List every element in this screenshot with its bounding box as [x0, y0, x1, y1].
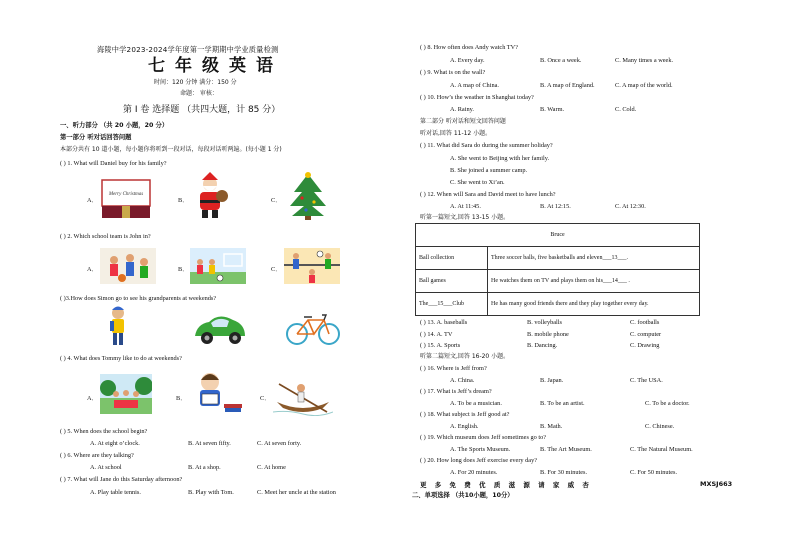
table-title: Bruce: [416, 224, 700, 247]
q15-opt-b: B. Dancing.: [527, 342, 558, 349]
question-13: ( ) 13. A. baseballs: [420, 319, 468, 326]
question-17: ( ) 17. What is Jeff’s dream?: [420, 388, 492, 395]
question-14: ( ) 14. A. TV: [420, 331, 453, 338]
q18-opt-b: B. Math.: [540, 423, 563, 430]
q8-opt-a: A. Every day.: [450, 57, 485, 64]
footer-code: MXSJ663: [700, 480, 733, 488]
question-19: ( ) 19. Which museum does Jeff sometimes go to?: [420, 434, 547, 441]
picnic-image: [100, 374, 152, 414]
q5-opt-a: A. At eight o’clock.: [90, 440, 140, 447]
q7-opt-b: B. Play with Tom.: [188, 489, 234, 496]
table-cell-value: He has many good friends there and they play together every day.: [488, 293, 700, 316]
q7-opt-a: A. Play table tennis.: [90, 489, 141, 496]
bicycle-image: [284, 310, 342, 346]
question-10: ( ) 10. How’s the weather in Shanghai today?: [420, 94, 534, 101]
q2-opt-a: A．: [87, 266, 98, 273]
passage1-instr: 听第一篇短文,回答 13-15 小题。: [420, 214, 510, 221]
question-12: ( ) 12. When will Sara and David meet to have lunch?: [420, 191, 556, 198]
table-row: [416, 293, 700, 316]
q14-opt-b: B. mobile phone: [527, 331, 569, 338]
q11-opt-c: C. She went to Xi’an.: [450, 179, 505, 186]
q9-opt-c: C. A map of the world.: [615, 82, 673, 89]
question-8: ( ) 8. How often does Andy watch TV?: [420, 44, 518, 51]
q2-opt-b: B．: [178, 266, 189, 273]
reading-boy-image: [188, 370, 244, 416]
table-cell-value: He watches them on TV and plays them on his___14___ .: [488, 270, 700, 293]
question-3: ( )3.How does Simon go to see his grandparents at weekends?: [60, 295, 217, 302]
question-6: ( ) 6. Where are they talking?: [60, 452, 134, 459]
q11-opt-a: A. She went to Beijing with her family.: [450, 155, 550, 162]
school-title: 海陵中学2023-2024学年度第一学期期中学业质量检测: [97, 45, 279, 54]
football-team-image: [190, 248, 246, 284]
q20-opt-b: B. For 30 minutes.: [540, 469, 588, 476]
q16-opt-c: C. The USA.: [630, 377, 663, 384]
table-row: [416, 247, 700, 270]
q1-opt-b: B．: [178, 197, 189, 204]
question-20: ( ) 20. How long does Jeff exercise every day?: [420, 457, 538, 464]
q1-opt-a: A．: [87, 197, 98, 204]
q12-opt-a: A. At 11:45.: [450, 203, 481, 210]
q15-opt-c: C. Drawing: [630, 342, 660, 349]
q11-opt-b: B. She joined a summer camp.: [450, 167, 528, 174]
q20-opt-a: A. For 20 minutes.: [450, 469, 498, 476]
q9-opt-b: B. A map of England.: [540, 82, 595, 89]
q10-opt-b: B. Warm.: [540, 106, 565, 113]
question-7: ( ) 7. What will Jane do this Saturday afternoon?: [60, 476, 183, 483]
subject-title: 七年级英语: [148, 56, 283, 76]
q2-opt-c: C．: [271, 266, 282, 273]
christmas-card-image: [100, 178, 152, 220]
q10-opt-a: A. Rainy.: [450, 106, 474, 113]
q7-opt-c: C. Meet her uncle at the station: [257, 489, 336, 496]
q9-opt-a: A. A map of China.: [450, 82, 499, 89]
question-11: ( ) 11. What did Sara do during the summer holiday?: [420, 142, 553, 149]
section1a-title: 第一部分 听对话回答问题: [60, 134, 132, 141]
table-cell-key: Ball games: [416, 270, 488, 293]
q4-opt-c: C．: [260, 395, 271, 402]
q12-opt-b: B. At 12:15.: [540, 203, 571, 210]
q19-opt-b: B. The Art Museum.: [540, 446, 592, 453]
question-1: ( ) 1. What will Daniel buy for his family?: [60, 160, 167, 167]
q8-opt-c: C. Many times a week.: [615, 57, 674, 64]
time-score: 时间：120 分钟 满分：150 分: [154, 79, 237, 86]
section3-title: 二、单项选择 （共10小题，10分）: [412, 492, 514, 499]
q10-opt-c: C. Cold.: [615, 106, 637, 113]
q13-opt-c: C. footballs: [630, 319, 660, 326]
q18-opt-c: C. Chinese.: [645, 423, 675, 430]
footer-banner: 更 多 免 费 优 质 滋 源 请 家 威 杏: [420, 481, 592, 489]
section1-title: 一、听力部分 （共 20 小题，20 分）: [60, 122, 169, 129]
table-cell-key: The___15___Club: [416, 293, 488, 316]
table-title-row: [416, 224, 700, 247]
author-line: 命题： 审核：: [180, 90, 218, 97]
volleyball-team-image: [284, 248, 340, 284]
question-16: ( ) 16. Where is Jeff from?: [420, 365, 487, 372]
passage2-instr: 听第二篇短文,回答 16-20 小题。: [420, 353, 510, 360]
question-5: ( ) 5. When does the school begin?: [60, 428, 148, 435]
question-4: ( ) 4. What does Tommy like to do at weekends?: [60, 355, 182, 362]
q16-opt-b: B. Japan.: [540, 377, 564, 384]
q20-opt-c: C. For 50 minutes.: [630, 469, 678, 476]
q4-opt-a: A．: [87, 395, 98, 402]
q17-opt-a: A. To be a musician.: [450, 400, 502, 407]
q8-opt-b: B. Once a week.: [540, 57, 582, 64]
santa-claus-image: [190, 172, 230, 220]
walking-boy-image: [104, 305, 132, 349]
q19-opt-a: A. The Sports Museum.: [450, 446, 511, 453]
instructions: 本部分共有 10 道小题，每小题你将听到一段对话，每段对话听两遍。(每小题 1 分): [60, 146, 282, 153]
q6-opt-a: A. At school: [90, 464, 122, 471]
section2-title: 第二部分 听对话和短文回答问题: [420, 118, 506, 125]
q5-opt-c: C. At seven forty.: [257, 440, 302, 447]
q5-opt-b: B. At seven fifty.: [188, 440, 231, 447]
christmas-tree-image: [288, 172, 328, 220]
basketball-team-image: [100, 248, 156, 284]
table-row: [416, 270, 700, 293]
question-15: ( ) 15. A. Sports: [420, 342, 461, 349]
q19-opt-c: C. The Natural Museum.: [630, 446, 693, 453]
rowing-boat-image: [273, 374, 333, 416]
table-cell-value: Three soccer balls, five basketballs and eleven___13___.: [488, 247, 700, 270]
part1-title: 第 I 卷 选择题 （共四大题，计 85 分）: [123, 105, 281, 115]
green-car-image: [191, 310, 249, 346]
dialogue1-instr: 听对话,回答 11-12 小题。: [420, 130, 492, 137]
q14-opt-c: C. computer: [630, 331, 662, 338]
question-9: ( ) 9. What is on the wall?: [420, 69, 486, 76]
question-2: ( ) 2. Which school team is John in?: [60, 233, 151, 240]
q17-opt-c: C. To be a doctor.: [645, 400, 690, 407]
question-18: ( ) 18. What subject is Jeff good at?: [420, 411, 510, 418]
q6-opt-c: C. At home: [257, 464, 286, 471]
q4-opt-b: B．: [176, 395, 187, 402]
table-cell-key: Ball collection: [416, 247, 488, 270]
q17-opt-b: B. To be an artist.: [540, 400, 585, 407]
q16-opt-a: A. China.: [450, 377, 475, 384]
q1-opt-c: C．: [271, 197, 282, 204]
q18-opt-a: A. English.: [450, 423, 479, 430]
q6-opt-b: B. At a shop.: [188, 464, 221, 471]
q12-opt-c: C. At 12:30.: [615, 203, 646, 210]
bruce-table: [415, 223, 700, 316]
card-text: Merry Christmas: [108, 192, 144, 197]
q13-opt-b: B. volleyballs: [527, 319, 562, 326]
